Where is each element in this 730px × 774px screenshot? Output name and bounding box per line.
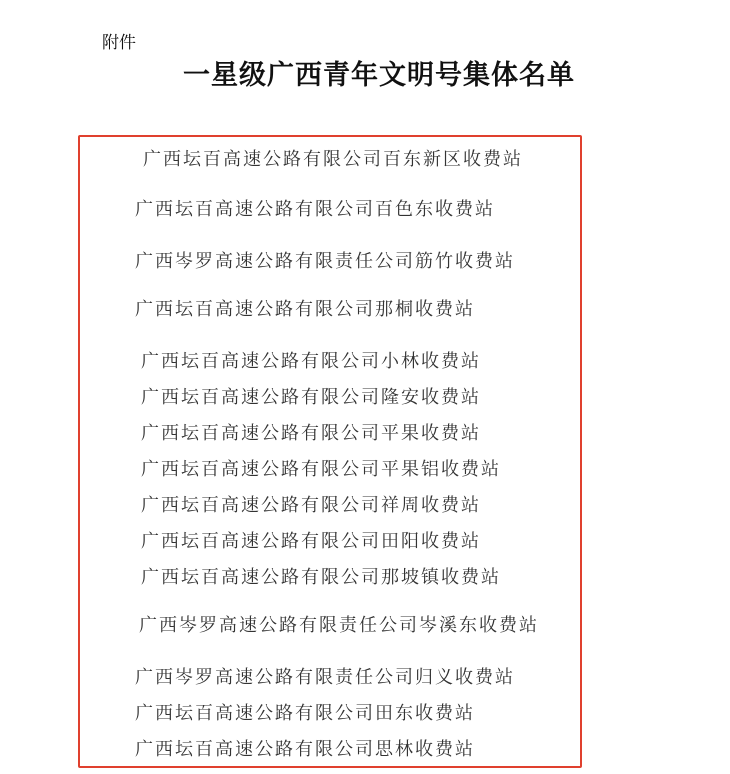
page-title: 一星级广西青年文明号集体名单: [183, 60, 575, 91]
list-item: 广西坛百高速公路有限公司小林收费站: [141, 351, 481, 372]
list-item: 广西坛百高速公路有限公司平果铝收费站: [141, 459, 501, 480]
list-item: 广西坛百高速公路有限公司那桐收费站: [135, 299, 475, 320]
list-item: 广西岑罗高速公路有限责任公司筋竹收费站: [135, 251, 515, 272]
list-item: 广西坛百高速公路有限公司隆安收费站: [141, 387, 481, 408]
list-item: 广西坛百高速公路有限公司那坡镇收费站: [141, 567, 501, 588]
list-item: 广西坛百高速公路有限公司田东收费站: [135, 703, 475, 724]
list-item: 广西坛百高速公路有限公司百东新区收费站: [143, 149, 523, 170]
list-item: 广西坛百高速公路有限公司祥周收费站: [141, 495, 481, 516]
list-item: 广西岑罗高速公路有限责任公司归义收费站: [135, 667, 515, 688]
list-item: 广西岑罗高速公路有限责任公司岑溪东收费站: [139, 615, 539, 636]
list-item: 广西坛百高速公路有限公司思林收费站: [135, 739, 475, 760]
attachment-label: 附件: [102, 33, 136, 53]
list-item: 广西坛百高速公路有限公司田阳收费站: [141, 531, 481, 552]
list-item: 广西坛百高速公路有限公司百色东收费站: [135, 199, 495, 220]
list-item: 广西坛百高速公路有限公司平果收费站: [141, 423, 481, 444]
